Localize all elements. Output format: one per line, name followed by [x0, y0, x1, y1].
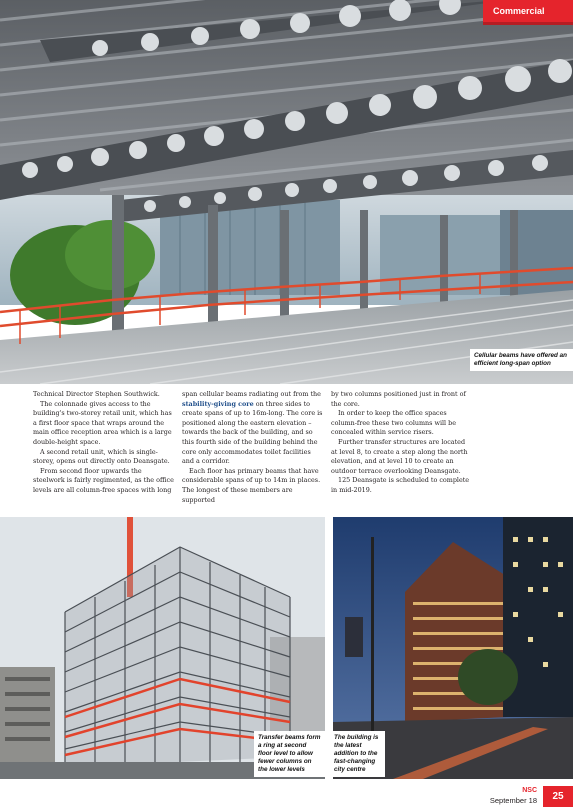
- page-number: 25: [543, 786, 573, 807]
- top-photo-caption: Cellular beams have offered an efficient long-span option: [470, 349, 573, 371]
- bottom-right-caption: The building is the latest addition to the fast-changing city centre: [330, 731, 385, 777]
- magazine-brand: NSC: [522, 787, 537, 794]
- text-column-3: [331, 390, 472, 496]
- text-column-2: [182, 390, 323, 505]
- paragraph: The colonnade gives access to the building's two-storey retail unit, which has a first floor space that wraps around the main office reception area which is a large double-height space.: [33, 399, 172, 446]
- paragraph: A second retail unit, which is single-storey, opens out directly onto Deansgate.: [33, 447, 170, 466]
- paragraph: 125 Deansgate is scheduled to complete in mid-2019.: [331, 476, 470, 494]
- paragraph: Further transfer structures are located at level 8, to create a step along the north elevation, and at level 10 to create an outdoor terrace overlooking Deansgate.: [331, 437, 468, 475]
- paragraph-text: span cellular beams radiating out from the: [182, 390, 321, 398]
- page-footer: [453, 786, 573, 809]
- section-tab-strip: [483, 22, 573, 25]
- paragraph: Each floor has primary beams that have considerable spans of up to 14m in places. The longest of these members are supported: [182, 466, 321, 504]
- paragraph: Technical Director Stephen Southwick.: [33, 390, 160, 398]
- issue-date: September 18: [489, 796, 537, 805]
- paragraph: In order to keep the office spaces column-free these two columns will be concealed within service risers.: [331, 409, 456, 437]
- paragraph-text: on three sides to create spans of up to 16m-long. The core is positioned along the eastern elevation – towards the back of the building, and so this fourth side of the building behind the core only accommodates toilet facilities and a corridor.: [182, 399, 323, 466]
- section-label: Commercial: [483, 0, 573, 22]
- highlight-term: stability-giving core: [182, 399, 254, 408]
- paragraph: by two columns positioned just in front of the core.: [331, 390, 466, 408]
- bottom-left-caption: Transfer beams form a ring at second floor level to allow fewer columns on the lower levels: [254, 731, 325, 777]
- paragraph: From second floor upwards the steelwork is fairly regimented, as the office levels are all column-free spaces with long: [33, 466, 174, 494]
- cellular-beams-photo: [0, 0, 573, 384]
- paragraph: [182, 390, 323, 467]
- text-column-1: [33, 390, 174, 496]
